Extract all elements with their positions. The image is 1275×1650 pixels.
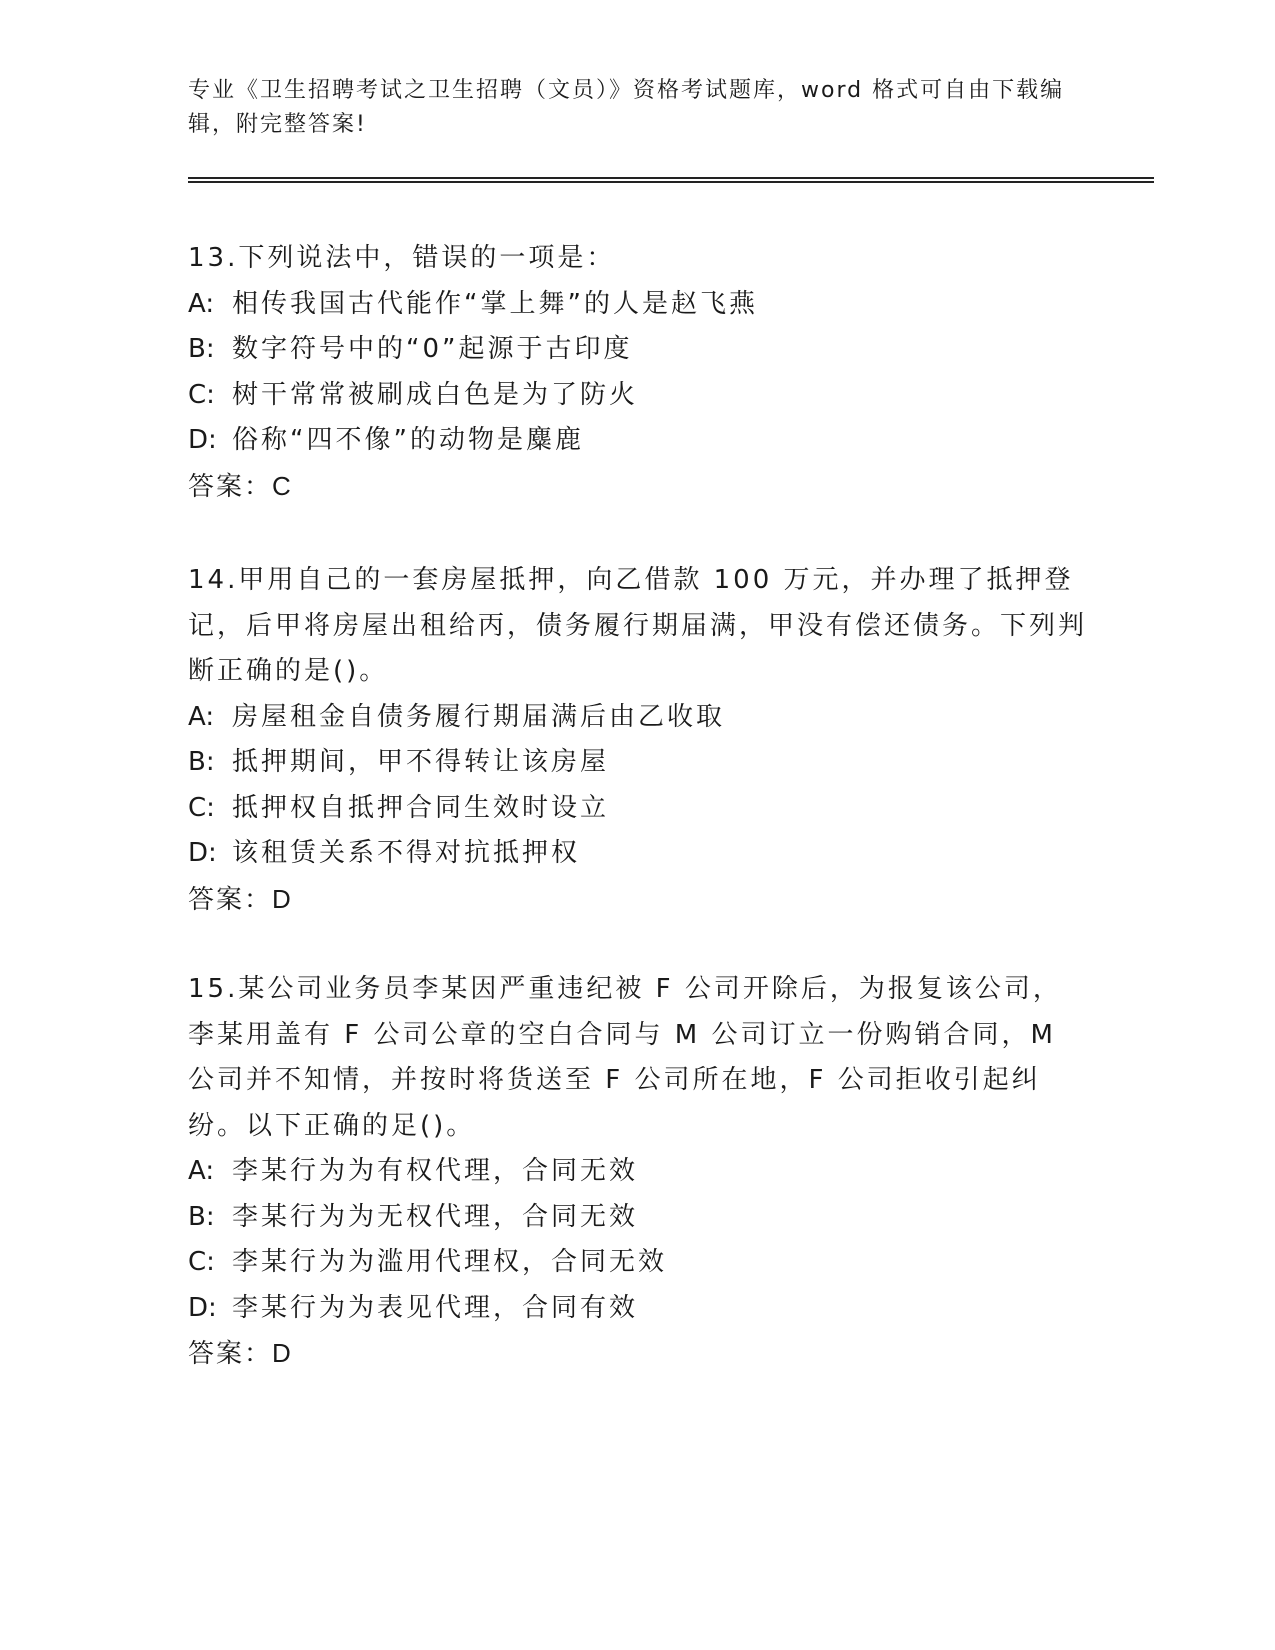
option-key: D:: [188, 425, 217, 455]
option-key: B:: [188, 1201, 215, 1232]
option-key: A:: [188, 1156, 215, 1186]
option-c: [188, 1240, 1088, 1286]
option-text: 相传我国古代能作“掌上舞”的人是赵飞燕: [232, 288, 758, 319]
option-key: B:: [188, 334, 215, 364]
option-d: [188, 1286, 1088, 1332]
option-text: 抵押权自抵押合同生效时设立: [232, 792, 610, 823]
option-key: D:: [188, 1292, 217, 1323]
option-d: [188, 831, 1088, 877]
header-divider-top: [188, 177, 1154, 179]
answer-label: 答案：: [188, 470, 273, 501]
option-text: 李某行为为滥用代理权，合同无效: [232, 1247, 668, 1277]
question-13: [188, 236, 1088, 509]
option-text: 李某行为为无权代理，合同无效: [232, 1201, 639, 1232]
option-key: C:: [188, 792, 215, 823]
option-key: A:: [188, 288, 215, 319]
question-stem: 13.下列说法中，错误的一项是：: [188, 243, 616, 273]
option-text: 抵押期间，甲不得转让该房屋: [232, 747, 610, 777]
option-text: 该租赁关系不得对抗抵押权: [232, 838, 581, 868]
answer-value: C: [272, 470, 291, 501]
option-key: D:: [188, 838, 217, 868]
option-text: 数字符号中的“0”起源于古印度: [232, 334, 633, 364]
question-stem: 15.某公司业务员李某因严重违纪被 F 公司开除后，为报复该公司，李某用盖有 F 公司公章的空白合同与 M 公司订立一份购销合同，M 公司并不知情，并按时将货送至 F 公司所在地，F 公司拒收引起纠纷。以下正确的足()。: [188, 974, 1062, 1141]
option-b: [188, 1195, 1088, 1241]
answer-line: [188, 1331, 1088, 1377]
option-text: 李某行为为表见代理，合同有效: [232, 1292, 639, 1323]
answer-value: D: [272, 1338, 291, 1368]
answer-label: 答案：: [188, 1338, 273, 1368]
option-text: 房屋租金自债务履行期届满后由乙收取: [232, 701, 726, 732]
question-stem: 14.甲用自己的一套房屋抵押，向乙借款 100 万元，并办理了抵押登记，后甲将房屋出租给丙，债务履行期届满，甲没有偿还债务。下列判断正确的是()。: [188, 565, 1088, 686]
answer-line: [188, 877, 1088, 923]
option-text: 树干常常被刷成白色是为了防火: [232, 379, 639, 410]
option-text: 李某行为为有权代理，合同无效: [232, 1156, 639, 1186]
header-divider-bottom: [188, 181, 1154, 183]
option-a: [188, 695, 1088, 741]
answer-label: 答案：: [188, 883, 273, 914]
option-d: [188, 418, 1088, 464]
option-b: [188, 327, 1088, 373]
option-a: [188, 282, 1088, 328]
question-15: [188, 967, 1088, 1377]
option-c: [188, 786, 1088, 832]
question-14: [188, 558, 1088, 922]
option-key: C:: [188, 379, 215, 410]
option-text: 俗称“四不像”的动物是麋鹿: [232, 425, 584, 455]
option-key: C:: [188, 1247, 215, 1277]
option-a: [188, 1149, 1088, 1195]
option-b: [188, 740, 1088, 786]
document-intro: 专业《卫生招聘考试之卫生招聘（文员）》资格考试题库，word 格式可自由下载编辑，附完整答案!: [188, 78, 1065, 137]
option-key: B:: [188, 747, 215, 777]
option-c: [188, 373, 1088, 419]
answer-line: [188, 464, 1088, 510]
option-key: A:: [188, 701, 215, 732]
answer-value: D: [272, 883, 291, 914]
